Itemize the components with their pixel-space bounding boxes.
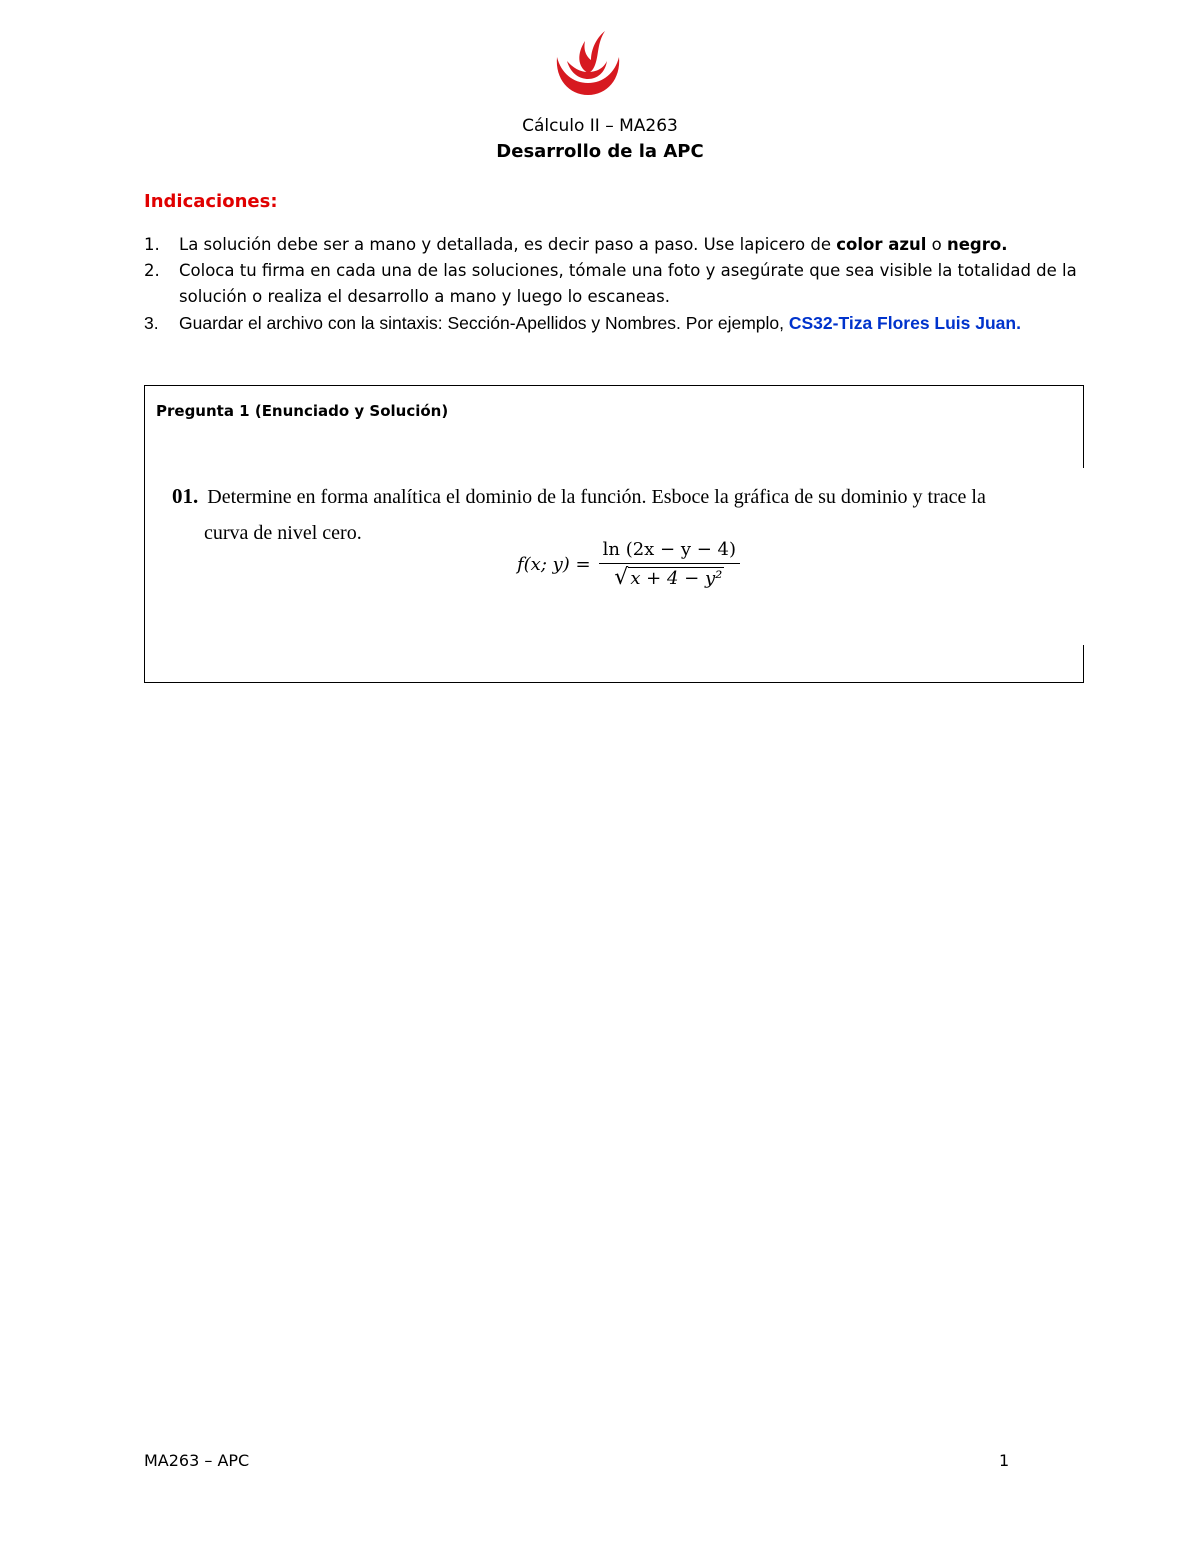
question-label: Pregunta 1 (Enunciado y Solución) [156, 402, 449, 420]
statement-line-1: Determine en forma analítica el dominio de la función. Esboce la gráfica de su dominio y trace la [207, 486, 986, 508]
item-number: 2. [144, 261, 160, 280]
formula-denominator [614, 564, 724, 589]
instruction-emphasis: negro [946, 235, 1002, 254]
instruction-text: . [1001, 235, 1008, 254]
instruction-item [144, 310, 1089, 336]
item-number: 3. [144, 313, 159, 333]
upc-logo [551, 27, 625, 101]
formula-radicand: x + 4 − y² [630, 568, 723, 589]
question-box [144, 385, 1084, 683]
instruction-text: La solución debe ser a mano y detallada, es decir paso a paso. Use lapicero de [179, 235, 837, 254]
formula-lhs: f(x; y) = [517, 553, 591, 575]
instruction-emphasis: color azul [836, 235, 927, 254]
instruction-text: o [926, 235, 947, 254]
filename-example: CS32-Tiza Flores Luis Juan. [788, 313, 1021, 333]
question-number: 01. [172, 484, 199, 508]
document-title: Desarrollo de la APC [496, 141, 704, 162]
footer-page-number: 1 [999, 1451, 1010, 1470]
course-name: Cálculo II – MA263 [522, 116, 678, 136]
instructions-heading: Indicaciones: [144, 191, 278, 212]
instructions-list [144, 232, 1089, 336]
statement-line-2: curva de nivel cero. [204, 522, 362, 544]
instruction-text: Guardar el archivo con la sintaxis: Sección-Apellidos y Nombres. Por ejemplo, [179, 313, 789, 333]
instruction-item [144, 232, 1089, 258]
formula-numerator: ln (2x − y − 4) [599, 539, 740, 564]
function-formula [517, 539, 740, 589]
formula-fraction [599, 539, 740, 589]
instruction-item [144, 258, 1089, 310]
instruction-text: Coloca tu firma en cada una de las soluciones, tómale una foto y asegúrate que sea visible la totalidad de la solución o realiza el desarrollo a mano y luego lo escaneas. [179, 261, 1077, 306]
item-number: 1. [144, 235, 160, 254]
sqrt-icon: √ [614, 565, 629, 590]
footer-course-code: MA263 – APC [144, 1451, 250, 1470]
